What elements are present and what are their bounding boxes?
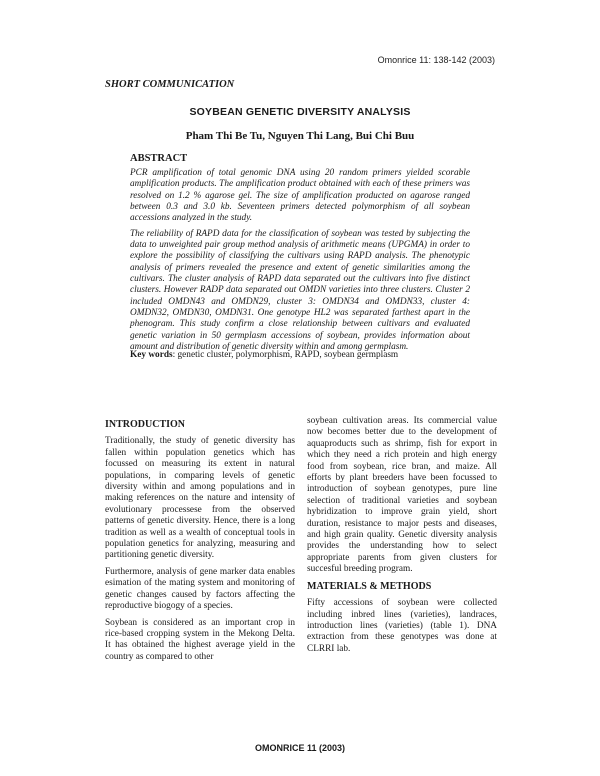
abstract-heading: ABSTRACT bbox=[130, 153, 188, 164]
abstract-paragraph: The reliability of RAPD data for the classification of soybean was tested by subjecting the data to unweighted pair group method analysis of arithmetic means (UPGMA) in order to explore the possibility of classifying the cultivars using RAPD analysis. The phenotypic analysis of primers revealed the presence and extent of genetic similarities among the cultivars. The cluster analysis of RAPD data separated out the cultivars into five distinct clusters. However RADP data separated out OMDN varieties into three clusters. Cluster 2 included OMDN43 and OMDN29, cluster 3: OMDN34 and OMDN33, cluster 4: OMDN32, OMDN30, OMDN31. One genotype HL2 was separated farthest apart in the phenogram. This study confirm a close relationship between cultivars and evaluated genetic variation in 50 germplasm accessions of soybean, provides information about amount and distribution of genetic diversity within and among germplasm. bbox=[130, 228, 470, 353]
abstract-paragraph: PCR amplification of total genomic DNA using 20 random primers yielded scorable amplification products. The amplification product obtained with each of these primers was resolved on 1.2 % agarose gel. The size of amplification producted on agarose ranged between 0.3 and 3.0 kb. Seventeen primers detected polymorphism of all soybean accessions analyzed in the study. bbox=[130, 168, 470, 224]
introduction-paragraph: Soybean is considered as an important crop in rice-based cropping system in the Mekong Delta. It has obtained the highest average yield in the country as compared to other bbox=[105, 617, 295, 662]
abstract-body bbox=[130, 168, 470, 358]
right-column bbox=[307, 416, 497, 660]
methods-paragraph: Fifty accessions of soybean were collected including inbred lines (varieties), landraces, introduction lines (varieties) (table 1). DNA extraction from these genotypes was done at CLRRI lab. bbox=[307, 598, 497, 654]
introduction-paragraph: Traditionally, the study of genetic diversity has fallen within population genetics which has focussed on measuring its extent in natural populations, in comparing levels of genetic diversity within and among populations and in making references on the nature and intensity of evolutionary processese from the observed patterns of genetic diversity. Hence, there is a long tradition as well as a wealth of conceptual tools in population genetics for analyzing, measuring and partitioning genetic diversity. bbox=[105, 436, 295, 561]
introduction-heading: INTRODUCTION bbox=[105, 419, 186, 430]
left-column bbox=[105, 419, 295, 668]
section-type-label: SHORT COMMUNICATION bbox=[105, 79, 235, 90]
keywords-text: : genetic cluster, polymorphism, RAPD, soybean germplasm bbox=[172, 350, 399, 360]
introduction-paragraph: Furthermore, analysis of gene marker data enables esimation of the mating system and monitoring of genetic changes caused by factors affecting the reproductive biogogy of a species. bbox=[105, 566, 295, 612]
keywords-label: Key words bbox=[130, 350, 173, 360]
introduction-continuation: soybean cultivation areas. Its commercial value now becomes better due to the development of aquaproducts such as shrimp, fish for export in which they need a rich protein and high energy food from soybean, rice bran, and maize. All efforts by plant breeders have been focussed to introduction of soybean genotypes, pure line selection of traditional varieties and soybean hybridization to improve grain yield, short duration, resistance to major pests and diseases, and high grain quality. Genetic diversity analysis provides the understanding how to select appropriate parents from given clusters for succesful breeding program. bbox=[307, 416, 497, 575]
journal-reference: Omonrice 11: 138-142 (2003) bbox=[377, 55, 495, 65]
keywords bbox=[130, 350, 470, 360]
page-footer: OMONRICE 11 (2003) bbox=[254, 743, 346, 753]
methods-heading: MATERIALS & METHODS bbox=[307, 580, 432, 592]
article-title: SOYBEAN GENETIC DIVERSITY ANALYSIS bbox=[189, 106, 411, 118]
article-authors: Pham Thi Be Tu, Nguyen Thi Lang, Bui Chi Buu bbox=[185, 130, 415, 142]
